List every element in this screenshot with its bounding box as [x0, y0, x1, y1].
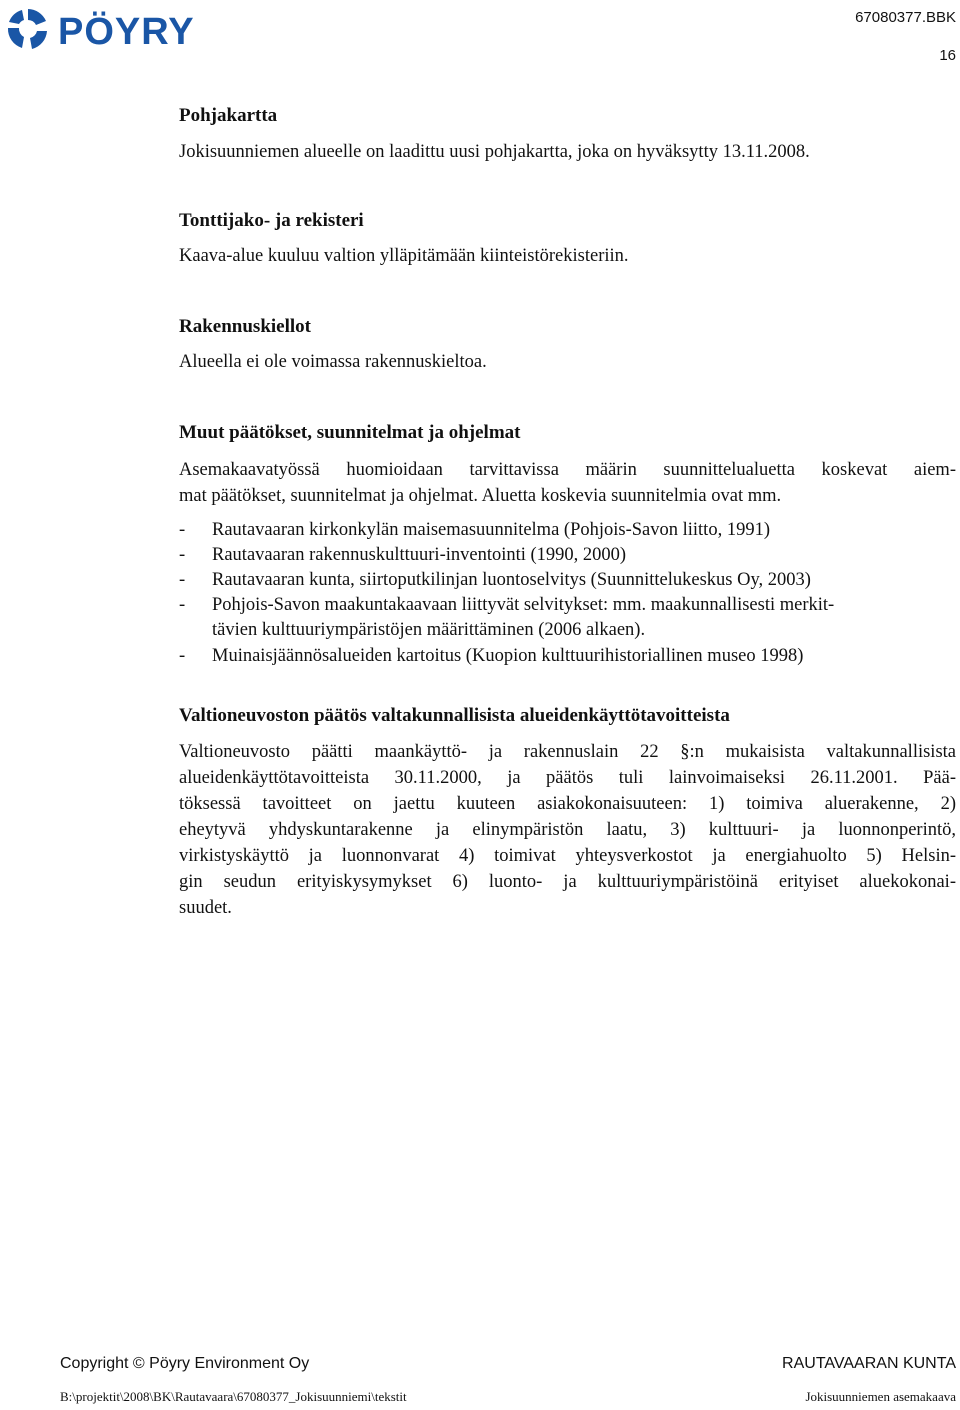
- logo-text: PÖYRY: [58, 11, 195, 52]
- list-dash: -: [179, 520, 186, 540]
- paragraph-rakennuskiellot: Alueella ei ole voimassa rakennuskieltoa.: [179, 352, 487, 372]
- heading-valtioneuvosto: Valtioneuvoston päätös valtakunnallisista alueidenkäyttötavoitteista: [179, 705, 730, 726]
- list-dash: -: [179, 570, 186, 590]
- paragraph-valtioneuvosto: [179, 739, 956, 921]
- list-item-continuation: tävien kulttuuriympäristöjen määrittäminen (2006 alkaen).: [212, 620, 646, 640]
- heading-pohjakartta: Pohjakartta: [179, 105, 278, 126]
- text-line: mat päätökset, suunnitelmat ja ohjelmat. Aluetta koskevia suunnitelmia ovat mm.: [179, 486, 782, 506]
- text-line: suudet.: [179, 898, 232, 918]
- paragraph-pohjakartta: Jokisuunniemen alueelle on laadittu uusi pohjakartta, joka on hyväksytty 13.11.2008.: [179, 142, 810, 162]
- heading-muut-paatokset: Muut päätökset, suunnitelmat ja ohjelmat: [179, 422, 521, 443]
- page-number: 16: [939, 47, 956, 64]
- footer-client: RAUTAVAARAN KUNTA: [782, 1355, 956, 1372]
- text-line: eheytyvä yhdyskuntarakenne ja elinympäristön laatu, 3) kulttuuri- ja luonnonperintö,: [179, 820, 956, 840]
- list-item: [179, 570, 811, 591]
- list-dash: -: [179, 545, 186, 565]
- list-item: [179, 520, 770, 541]
- poyry-logo: [6, 6, 246, 52]
- paragraph-tonttijako: Kaava-alue kuuluu valtion ylläpitämään kiinteistörekisteriin.: [179, 246, 629, 266]
- poyry-emblem-icon: [8, 9, 47, 49]
- text-line: Valtioneuvosto päätti maankäyttö- ja rakennuslain 22 §:n mukaisista valtakunnallisista: [179, 742, 956, 762]
- list-item-text: Rautavaaran kirkonkylän maisemasuunnitelma (Pohjois-Savon liitto, 1991): [212, 520, 770, 540]
- paragraph-muut-paatokset: [179, 457, 956, 509]
- text-line: gin seudun erityiskysymykset 6) luonto- ja kulttuuriympäristöinä erityiset aluekokonai-: [179, 872, 956, 892]
- heading-rakennuskiellot: Rakennuskiellot: [179, 316, 311, 337]
- footer-document-name: Jokisuunniemen asemakaava: [805, 1389, 956, 1404]
- footer-copyright: Copyright © Pöyry Environment Oy: [60, 1355, 310, 1372]
- text-line: töksessä tavoitteet on jaettu kuuteen asiakokonaisuuteen: 1) toimiva aluerakenne, 2): [179, 794, 956, 814]
- text-line: alueidenkäyttötavoitteista 30.11.2000, ja päätös tuli lainvoimaiseksi 26.11.2001. Pää-: [179, 768, 956, 788]
- list-dash: -: [179, 646, 186, 666]
- list-item-text: Rautavaaran rakennuskulttuuri-inventointi (1990, 2000): [212, 545, 627, 565]
- text-line: virkistyskäyttö ja luonnonvarat 4) toimivat yhteysverkostot ja energiahuolto 5) Helsin-: [179, 846, 956, 866]
- list-item: [179, 545, 626, 566]
- footer-file-path: B:\projektit\2008\BK\Rautavaara\67080377_Jokisuunniemi\tekstit: [60, 1389, 407, 1404]
- heading-tonttijako: Tonttijako- ja rekisteri: [179, 210, 364, 231]
- list-item: [179, 646, 803, 667]
- list-dash: -: [179, 595, 186, 615]
- list-item: [179, 595, 834, 616]
- list-item-text: Pohjois-Savon maakuntakaavaan liittyvät selvitykset: mm. maakunnallisesti merkit-: [212, 595, 835, 615]
- list-item-text: Rautavaaran kunta, siirtoputkilinjan luontoselvitys (Suunnittelukeskus Oy, 2003): [212, 570, 811, 590]
- document-number: 67080377.BBK: [855, 9, 956, 26]
- list-item-text: Muinaisjäännösalueiden kartoitus (Kuopion kulttuurihistoriallinen museo 1998): [212, 646, 804, 666]
- text-line: Asemakaavatyössä huomioidaan tarvittavissa määrin suunnittelualuetta koskevat aiem-: [179, 460, 956, 480]
